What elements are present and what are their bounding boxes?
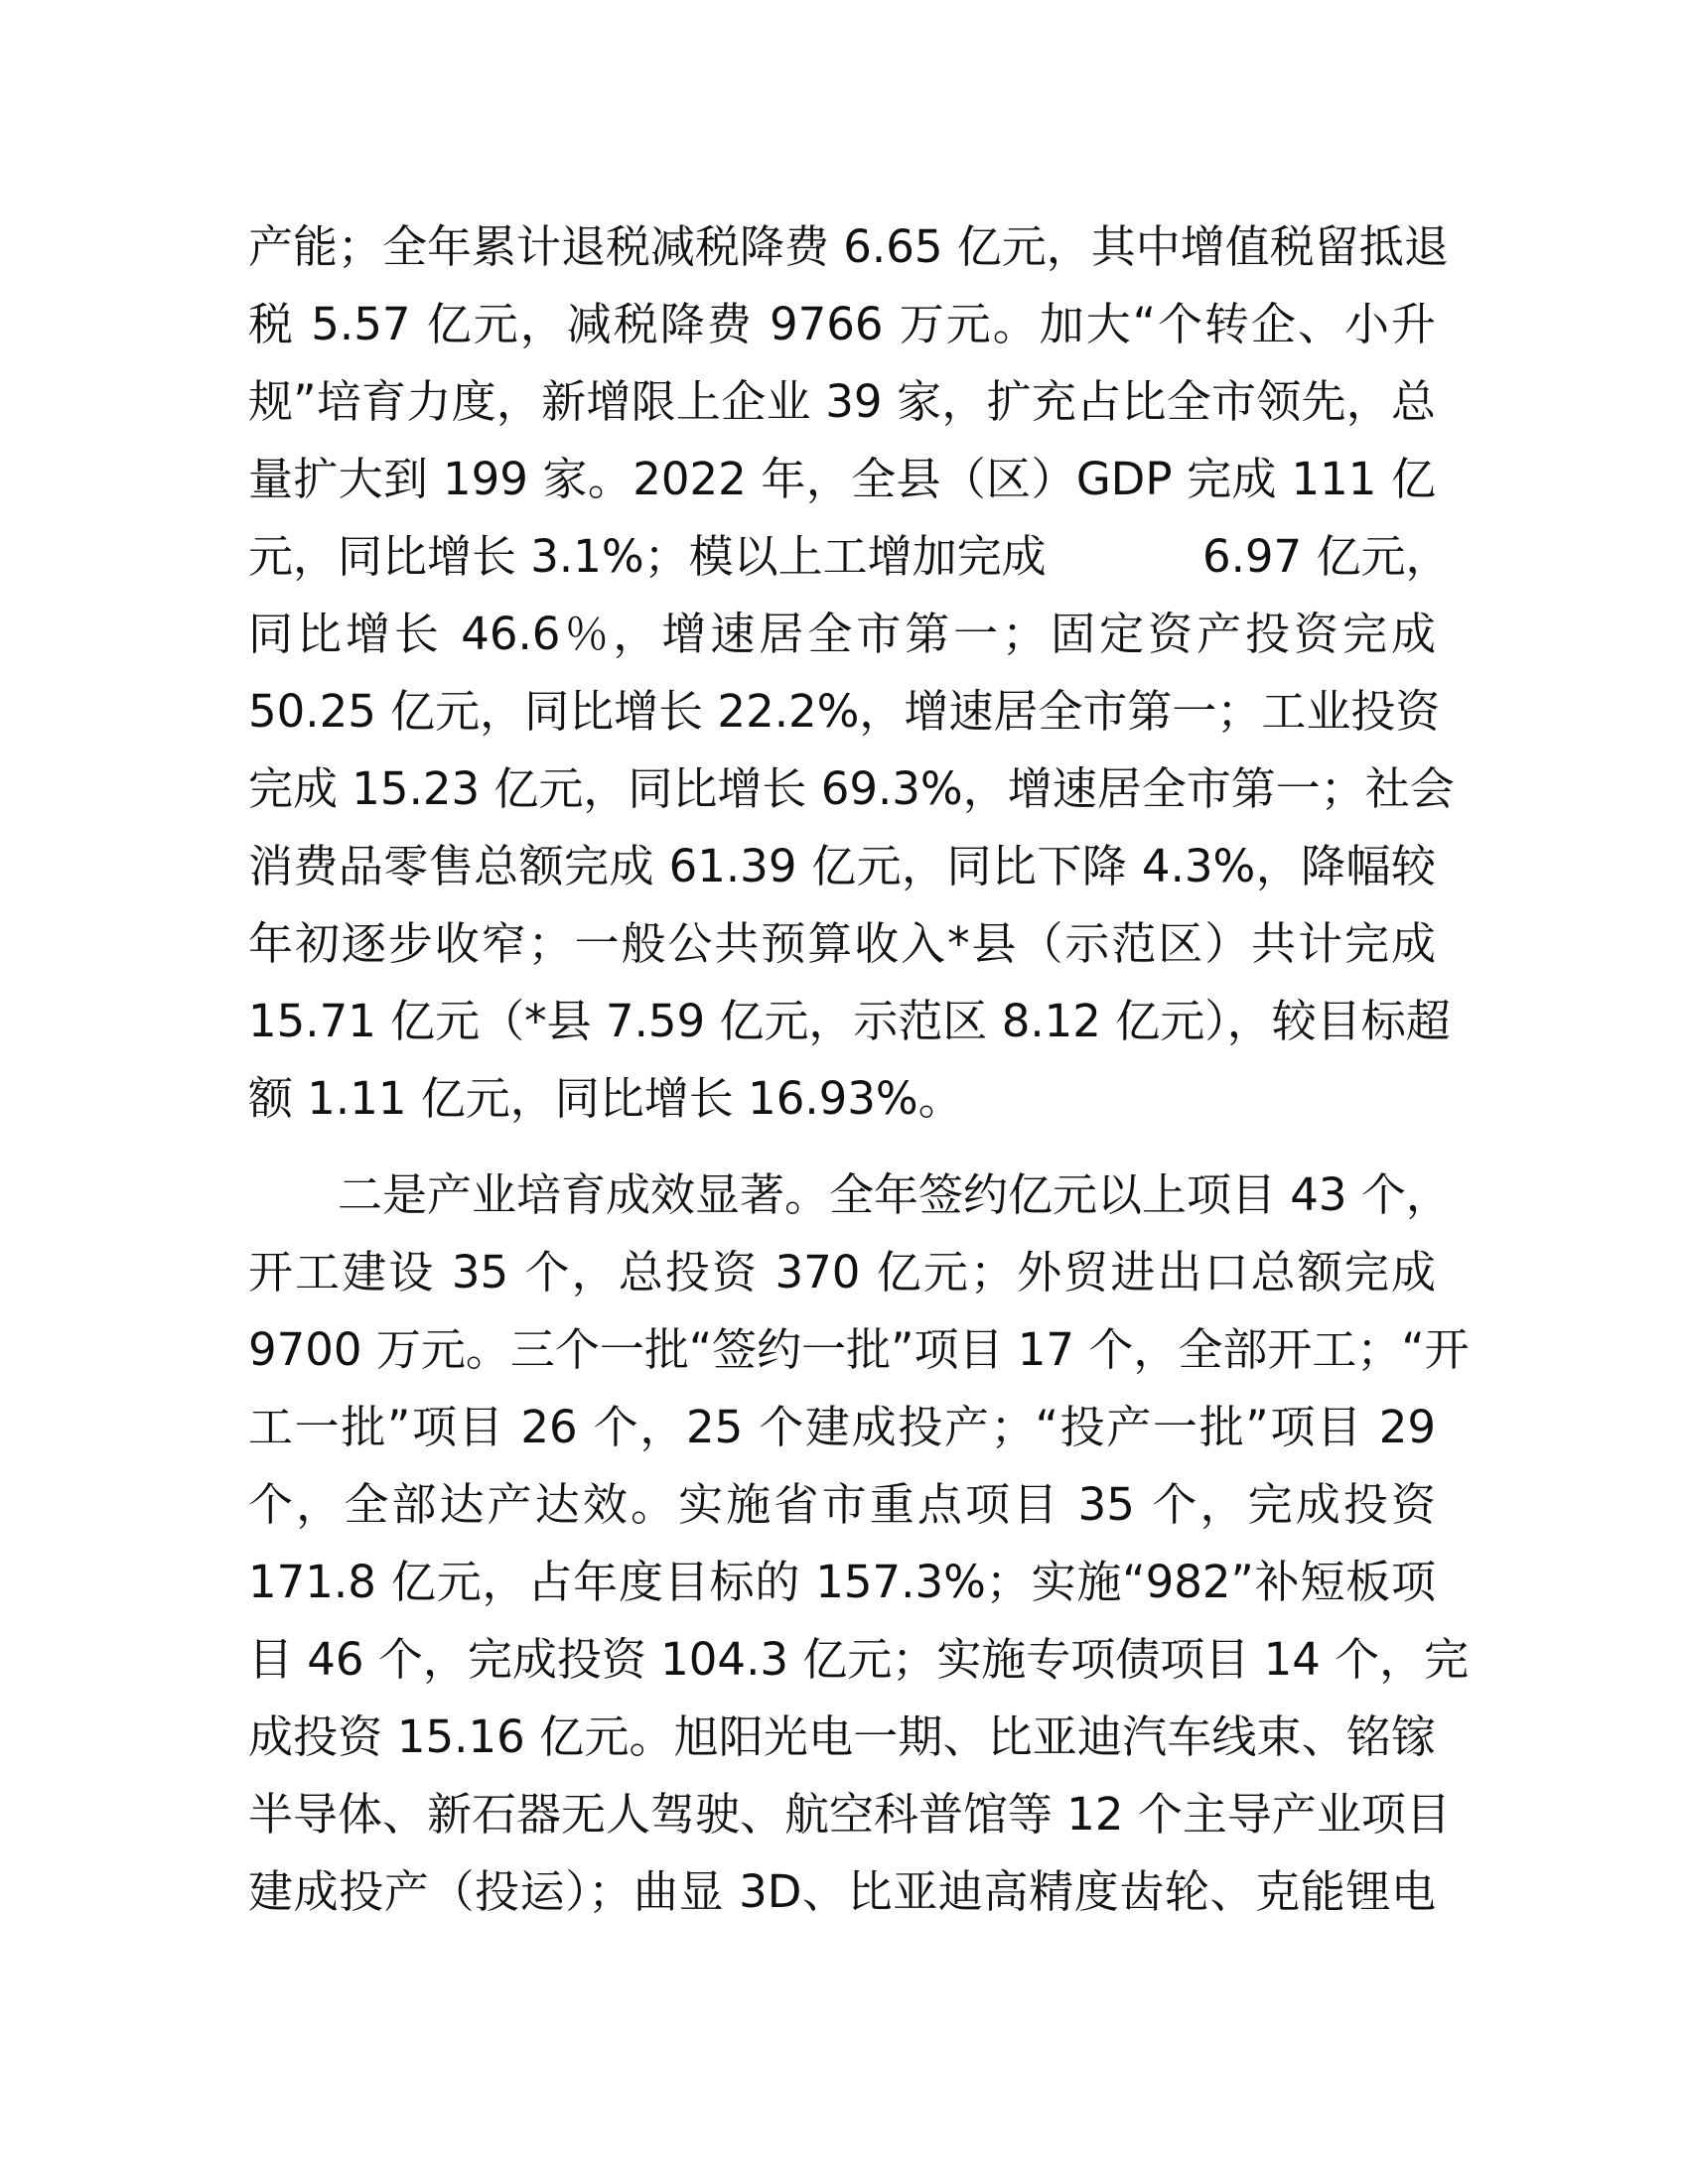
text-line: 个，全部达产达效。实施省市重点项目 35 个，完成投资 xyxy=(248,1478,1436,1531)
text-line: 规”培育力度，新增限上企业 39 家，扩充占比全市领先，总 xyxy=(248,375,1436,428)
text-line: 工一批”项目 26 个，25 个建成投产；“投产一批”项目 29 xyxy=(248,1401,1436,1453)
text-line: 171.8 亿元，占年度目标的 157.3%；实施“982”补短板项 xyxy=(248,1556,1436,1608)
text-line: 15.71 亿元（*县 7.59 亿元，示范区 8.12 亿元），较目标超 xyxy=(248,995,1451,1047)
text-line: 年初逐步收窄；一般公共预算收入*县（示范区）共计完成 xyxy=(248,917,1436,970)
text-line: 消费品零售总额完成 61.39 亿元，同比下降 4.3%，降幅较 xyxy=(248,840,1436,892)
text-line: 量扩大到 199 家。2022 年，全县（区）GDP 完成 111 亿 xyxy=(248,453,1436,505)
text-line: 开工建设 35 个，总投资 370 亿元；外贸进出口总额完成 xyxy=(248,1246,1436,1298)
text-line: 9700 万元。三个一批“签约一批”项目 17 个，全部开工；“开 xyxy=(248,1323,1470,1376)
paragraph-industry-cultivation xyxy=(248,1157,1470,1931)
text-line: 50.25 亿元，同比增长 22.2%，增速居全市第一；工业投资 xyxy=(248,685,1441,738)
text-line: 产能；全年累计退税减税降费 6.65 亿元，其中增值税留抵退 xyxy=(248,220,1449,273)
text-line: 成投资 15.16 亿元。旭阳光电一期、比亚迪汽车线束、铭镓 xyxy=(248,1710,1436,1763)
text-line: 目 46 个，完成投资 104.3 亿元；实施专项债项目 14 个，完 xyxy=(248,1633,1470,1686)
text-line: 税 5.57 亿元，减税降费 9766 万元。加大“个转企、小升 xyxy=(248,298,1436,350)
text-line: 同比增长 46.6％，增速居全市第一；固定资产投资完成 xyxy=(248,608,1436,660)
text-line: 二是产业培育成效显著。全年签约亿元以上项目 43 个， xyxy=(338,1168,1451,1221)
text-line: 半导体、新石器无人驾驶、航空科普馆等 12 个主导产业项目 xyxy=(248,1788,1451,1841)
text-line: 额 1.11 亿元，同比增长 16.93%。 xyxy=(248,1072,963,1125)
paragraph-economic-indicators xyxy=(248,208,1455,1138)
text-line: 完成 15.23 亿元，同比增长 69.3%，增速居全市第一；社会 xyxy=(248,762,1455,815)
text-line: 建成投产（投运）；曲显 3D、比亚迪高精度齿轮、克能锂电 xyxy=(248,1865,1436,1918)
text-line: 元，同比增长 3.1%；模以上工增加完成 6.97 亿元， xyxy=(248,530,1451,583)
